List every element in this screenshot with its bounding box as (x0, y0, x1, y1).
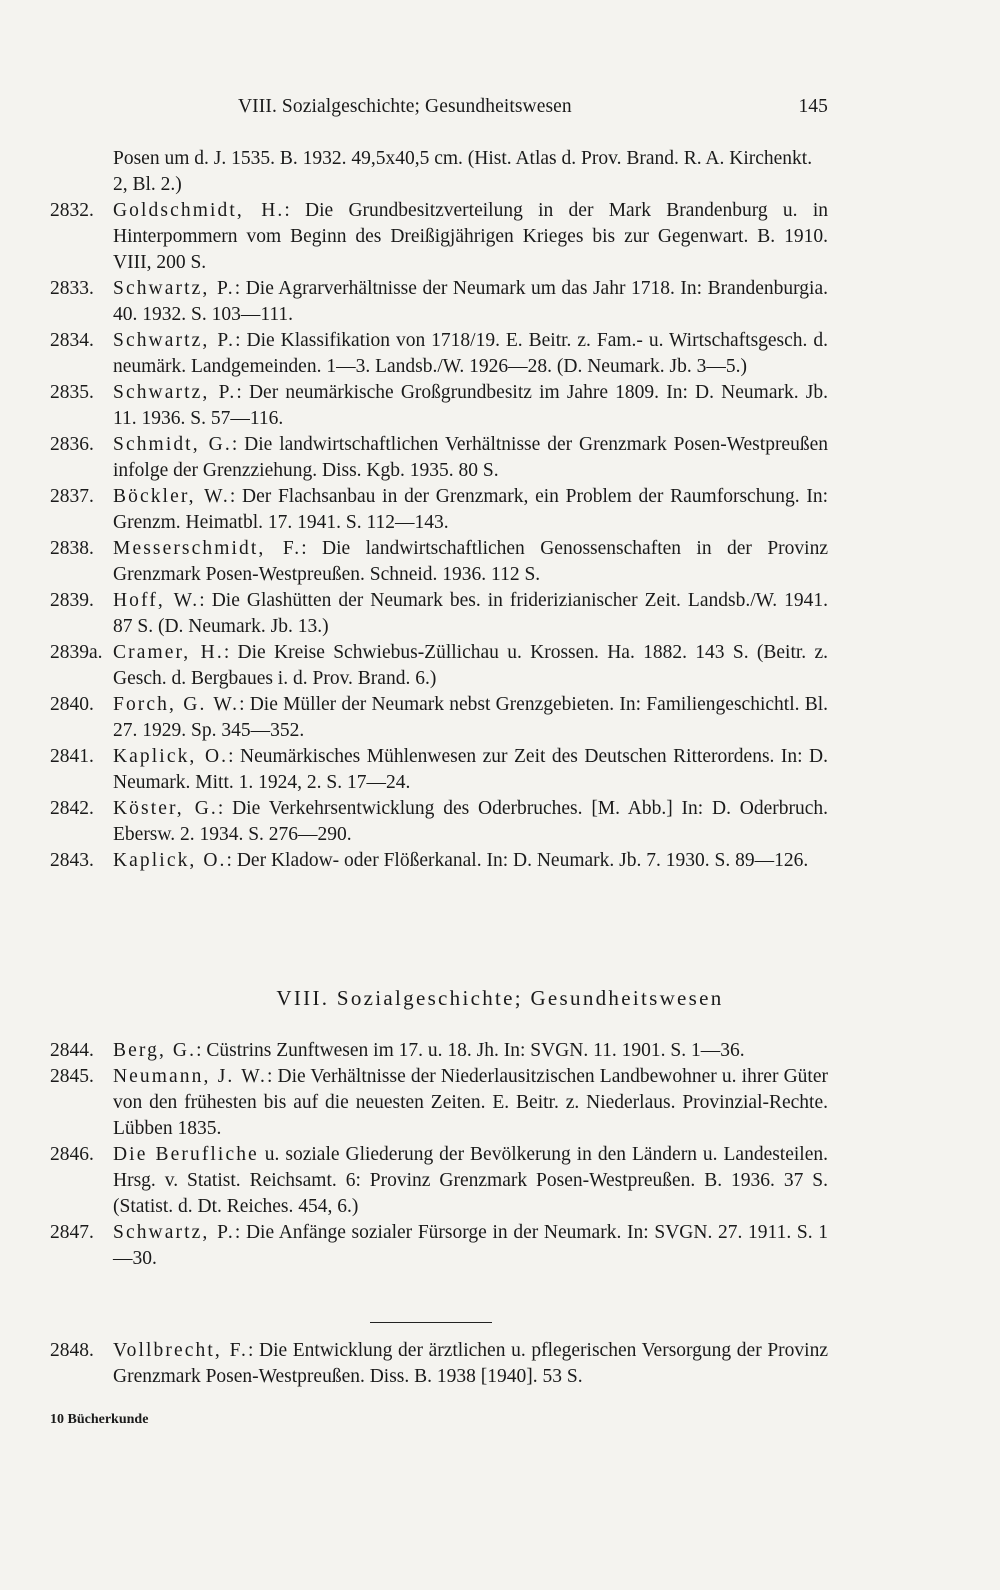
entry-body (113, 1220, 828, 1272)
entry-body (113, 328, 828, 380)
entry-author: Schmidt, G. (113, 434, 232, 455)
entry-text: : Der Kladow- oder Flößerkanal. In: D. Neumark. Jb. 7. 1930. S. 89—126. (226, 850, 809, 871)
section-heading: VIII. Sozialgeschichte; Gesundheitswesen (276, 986, 724, 1010)
entry-body (113, 796, 828, 848)
entry-number: 2834. (50, 330, 94, 351)
running-head-title: VIII. Sozialgeschichte; Gesundheitswesen (238, 96, 572, 117)
entry-text: : Der Flachsanbau in der Grenzmark, ein Problem der Raumforschung. In: Grenzm. Heimatbl. 17. 1941. S. 112—143. (113, 486, 828, 533)
entry-text: : Die Glashütten der Neumark bes. in friderizianischer Zeit. Landsb./W. 1941. 87 S. (D. Neumark. Jb. 13.) (113, 590, 828, 637)
bibliography-entry (50, 796, 828, 848)
entry-author: Böckler, W. (113, 486, 230, 507)
entry-body (113, 276, 828, 328)
entry-body (113, 692, 828, 744)
bibliography-entry (50, 1220, 828, 1272)
bibliography-entry (50, 1038, 828, 1064)
signature-footer: 10 Bücherkunde (50, 1412, 149, 1427)
entry-text: : Neumärkisches Mühlenwesen zur Zeit des Deutschen Ritterordens. In: D. Neumark. Mitt. 1. 1924, 2. S. 17—24. (113, 746, 828, 793)
bibliography-entry (50, 484, 828, 536)
entry-text: : Die Grundbesitzverteilung in der Mark Brandenburg u. in Hinterpommern vom Beginn des Dreißigjährigen Krieges bis zur Gegenwart. B. 1910. VIII, 200 S. (113, 200, 828, 273)
entry-body (113, 536, 828, 588)
entry-body (113, 484, 828, 536)
bibliography-entry (50, 588, 828, 640)
entry-author: Vollbrecht, F. (113, 1340, 248, 1361)
entry-text: : Die Verhältnisse der Niederlausitzischen Landbewohner u. ihrer Güter von den frühesten bis auf die neuesten Zeiten. E. Beitr. z. Niederlaus. Provinzial-Rechte. Lübben 1835. (113, 1066, 828, 1139)
bibliography-entry (50, 198, 828, 276)
entry-text: : Die Verkehrsentwicklung des Oderbruches. [M. Abb.] In: D. Oderbruch. Ebersw. 2. 1934. S. 276—290. (113, 798, 829, 845)
entry-author: Kaplick, O. (113, 746, 229, 767)
entry-text: : Die Klassifikation von 1718/19. E. Beitr. z. Fam.- u. Wirtschaftsgesch. d. neumärk. Landgemeinden. 1—3. Landsb./W. 1926—28. (D. Neumark. Jb. 3—5.) (113, 330, 829, 377)
entry-text: : Die landwirtschaftlichen Verhältnisse der Grenzmark Posen-Westpreußen infolge der Grenzziehung. Diss. Kgb. 1935. 80 S. (113, 434, 828, 481)
entry-text: : Die Kreise Schwiebus-Züllichau u. Krossen. Ha. 1882. 143 S. (Beitr. z. Gesch. d. Bergbaues i. d. Prov. Brand. 6.) (113, 642, 828, 689)
entry-author: Neumann, J. W. (113, 1066, 267, 1087)
entry-number: 2840. (50, 694, 94, 715)
page-number: 145 (798, 96, 828, 117)
entry-author: Schwartz, P. (113, 382, 237, 403)
entry-author: Forch, G. W. (113, 694, 240, 715)
bibliography-block-social (50, 1038, 828, 1272)
entry-author: Die Berufliche (113, 1144, 259, 1165)
entry-number: 2845. (50, 1066, 94, 1087)
entry-number: 2839a. (50, 642, 103, 663)
entry-text: : Die Agrarverhältnisse der Neumark um das Jahr 1718. In: Brandenburgia. 40. 1932. S. 103—111. (113, 278, 829, 325)
entry-body (113, 744, 828, 796)
entry-number: 2847. (50, 1222, 94, 1243)
bibliography-entry (50, 1064, 828, 1142)
bibliography-entry (50, 328, 828, 380)
entry-number: 2833. (50, 278, 94, 299)
bibliography-entry (50, 744, 828, 796)
entry-number: 2842. (50, 798, 94, 819)
bibliography-entry (50, 380, 828, 432)
entry-number: 2838. (50, 538, 94, 559)
entry-body (113, 198, 828, 276)
entry-author: Köster, G. (113, 798, 218, 819)
entry-number: 2837. (50, 486, 94, 507)
entry-number: 2846. (50, 1144, 94, 1165)
bibliography-entry (50, 276, 828, 328)
entry-number: 2844. (50, 1040, 94, 1061)
entry-text: : Die landwirtschaftlichen Genossenschaften in der Provinz Grenzmark Posen-Westpreußen. Schneid. 1936. 112 S. (113, 538, 828, 585)
bibliography-block-health (50, 1338, 828, 1390)
entry-text: : Cüstrins Zunftwesen im 17. u. 18. Jh. In: SVGN. 11. 1901. S. 1—36. (196, 1040, 745, 1061)
entry-text: : Die Entwicklung der ärztlichen u. pflegerischen Versorgung der Provinz Grenzmark Posen-Westpreußen. Diss. B. 1938 [1940]. 53 S. (113, 1340, 828, 1387)
entry-body (113, 1142, 828, 1220)
entry-body (113, 588, 828, 640)
entry-number: 2836. (50, 434, 94, 455)
entry-text: : Der neumärkische Großgrundbesitz im Jahre 1809. In: D. Neumark. Jb. 11. 1936. S. 57—116. (113, 382, 829, 429)
bibliography-entry (50, 848, 828, 874)
bibliography-entry (50, 1142, 828, 1220)
entry-number: 2848. (50, 1340, 94, 1361)
entry-author: Cramer, H. (113, 642, 224, 663)
entry-author: Kaplick, O. (113, 850, 227, 871)
entry-number: 2843. (50, 850, 94, 871)
entry-body (113, 848, 828, 874)
entry-author: Schwartz, P. (113, 278, 235, 299)
bibliography-entry (50, 1338, 828, 1390)
entry-number: 2841. (50, 746, 94, 767)
bibliography-entry (50, 640, 828, 692)
bibliography-entry (50, 432, 828, 484)
entry-author: Messerschmidt, F. (113, 538, 302, 559)
running-head (238, 96, 828, 118)
bibliography-entry (50, 692, 828, 744)
entry-number: 2835. (50, 382, 94, 403)
entry-text: : Die Müller der Neumark nebst Grenzgebieten. In: Familiengeschichtl. Bl. 27. 1929. Sp. 345—352. (113, 694, 828, 741)
entry-text: u. soziale Gliederung der Bevölkerung in den Ländern u. Landesteilen. Hrsg. v. Statist. Reichsamt. 6: Provinz Grenzmark Posen-Westpreußen. B. 1936. 37 S. (Statist. d. Dt. Reiches. 454, 6.) (113, 1144, 828, 1217)
entry-body (113, 1038, 828, 1064)
entry-author: Berg, G. (113, 1040, 197, 1061)
entry-body (113, 640, 828, 692)
bibliography-entry (50, 536, 828, 588)
entry-author: Schwartz, P. (113, 330, 236, 351)
entry-body (113, 380, 828, 432)
entry-author: Goldschmidt, H. (113, 200, 285, 221)
entry-author: Hoff, W. (113, 590, 200, 611)
entry-number: 2839. (50, 590, 94, 611)
entry-body (113, 1064, 828, 1142)
entry-body (113, 432, 828, 484)
bibliography-block-agrarian (50, 146, 828, 874)
entry-body (113, 1338, 828, 1390)
entry-number: 2832. (50, 200, 94, 221)
entry-author: Schwartz, P. (113, 1222, 235, 1243)
continued-entry: Posen um d. J. 1535. B. 1932. 49,5x40,5 cm. (Hist. Atlas d. Prov. Brand. R. A. Kirchenkt. 2, Bl. 2.) (113, 148, 813, 195)
separator-rule (370, 1322, 492, 1323)
entry-text: : Die Anfänge sozialer Fürsorge in der Neumark. In: SVGN. 27. 1911. S. 1—30. (113, 1222, 829, 1269)
